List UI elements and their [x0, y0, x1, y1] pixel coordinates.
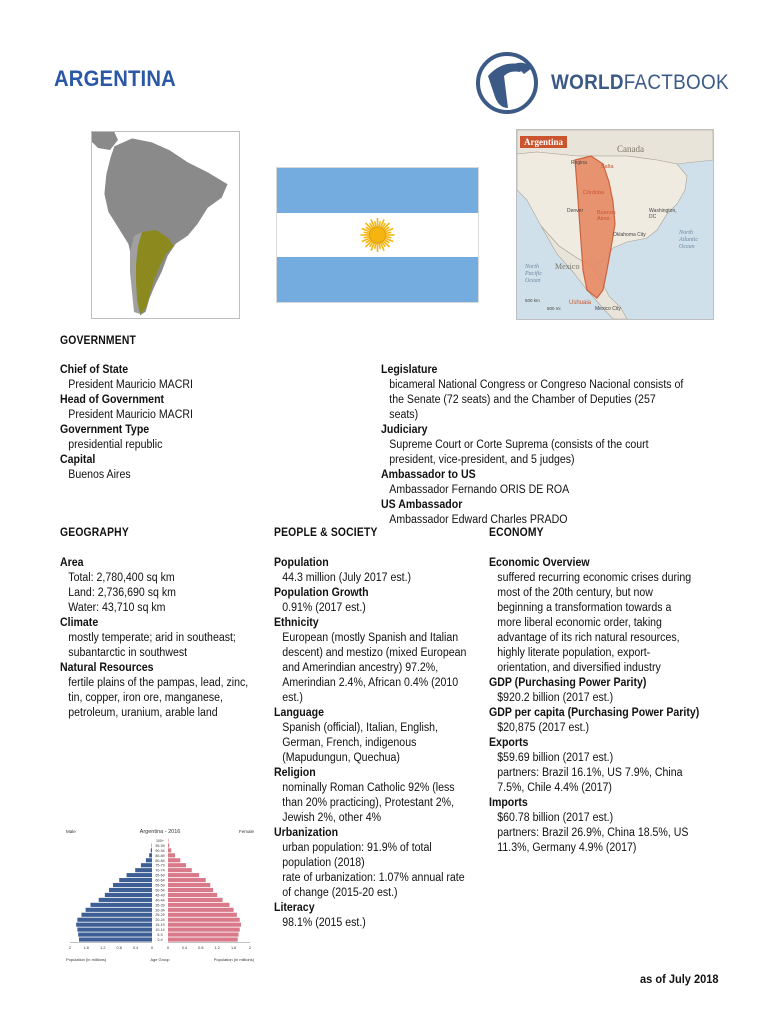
field-value: $60.78 billion (2017 est.): [497, 812, 614, 824]
map-label-mexico-city: Mexico City: [595, 306, 621, 312]
field-label: Ethnicity: [274, 617, 319, 629]
male-bar: [119, 878, 152, 882]
field-label: Area: [60, 557, 84, 569]
female-bar: [168, 903, 230, 907]
map-country-label: Argentina: [520, 136, 567, 148]
field-value: partners: Brazil 16.1%, US 7.9%, China 7.5%, Chile 4.4% (2017): [497, 767, 683, 794]
male-bar: [146, 858, 152, 862]
field-value: presidential republic: [68, 439, 163, 451]
male-bar: [149, 853, 152, 857]
map-label-ushuaia: Ushuaia: [569, 300, 592, 306]
male-bar: [151, 848, 152, 852]
female-bar: [168, 878, 206, 882]
field-value: bicameral National Congress or Congreso Nacional consists of the Senate (72 seats) and the Chamber of Deputies (257 seats): [389, 379, 684, 421]
field-value: European (mostly Spanish and Italian descent) and mestizo (mixed European and Amerindian ancestry) 97.2%, Amerindian 2.4%, African 0.4% (2010 est.): [282, 632, 467, 704]
argentina-flag: [276, 167, 479, 303]
male-tick-label: 1.2: [100, 946, 106, 950]
female-bar: [168, 853, 175, 857]
age-group-label: 60-64: [155, 878, 165, 883]
field-value: Buenos Aires: [68, 469, 131, 481]
people-society-heading: PEOPLE & SOCIETY: [274, 527, 378, 539]
pyramid-xlabel-right: Population (in millions): [213, 957, 254, 962]
as-of-date: as of July 2018: [640, 972, 719, 986]
eagle-logo-icon: [474, 50, 544, 116]
age-group-label: 45-49: [155, 893, 165, 898]
female-tick-label: 1.6: [230, 946, 237, 950]
geography-heading: GEOGRAPHY: [60, 527, 129, 539]
field-value: rate of urbanization: 1.07% annual rate of change (2015-20 est.): [282, 872, 465, 899]
field-label: Government Type: [60, 424, 150, 436]
female-bar: [168, 913, 237, 917]
female-tick-label: 0.8: [198, 946, 204, 950]
field-value: 44.3 million (July 2017 est.): [282, 572, 412, 584]
field-label: Religion: [274, 767, 316, 779]
female-bar: [168, 893, 217, 897]
field-value: President Mauricio MACRI: [68, 409, 193, 421]
page-title: ARGENTINA: [54, 66, 176, 91]
female-bar: [168, 873, 199, 877]
female-bar: [168, 843, 169, 847]
male-bar: [127, 873, 152, 877]
field-value: Supreme Court or Corte Suprema (consists of the court president, vice-president, and 5 judges): [389, 439, 649, 466]
age-group-label: 75-79: [155, 863, 165, 868]
map-label-north-pacific: North Pacific Ocean: [525, 264, 542, 284]
field-label: Population: [274, 557, 329, 569]
field-label: Urbanization: [274, 827, 339, 839]
male-bar: [77, 918, 152, 922]
pyramid-title: Argentina - 2016: [139, 829, 181, 835]
map-scale-mi: 500 mi: [547, 306, 561, 311]
male-bar: [105, 893, 152, 897]
female-bar: [168, 848, 171, 852]
female-bar: [168, 928, 240, 932]
field-value: Water: 43,710 sq km: [68, 602, 166, 614]
map-scale-km: 500 km: [525, 298, 540, 303]
field-label: Ambassador to US: [381, 469, 476, 481]
male-tick-label: 1.6: [83, 946, 90, 950]
male-tick-label: 0.8: [116, 946, 122, 950]
female-tick-label: 2: [248, 946, 252, 950]
male-bar: [113, 883, 152, 887]
geography-column: [60, 556, 268, 721]
map-label-cordoba: Córdoba: [583, 190, 605, 196]
age-group-label: 70-74: [155, 868, 165, 873]
government-heading: GOVERNMENT: [60, 335, 136, 347]
male-bar: [78, 932, 152, 936]
field-value: Total: 2,780,400 sq km: [68, 572, 175, 584]
pyramid-xlabel-center: Age Group: [150, 957, 170, 962]
female-bar: [168, 918, 240, 922]
age-group-label: 20-24: [155, 918, 165, 923]
male-bar: [141, 863, 152, 867]
female-bar: [168, 858, 180, 862]
age-group-label: 30-34: [155, 908, 165, 913]
field-label: Natural Resources: [60, 662, 154, 674]
female-bar: [168, 883, 210, 887]
field-label: Exports: [489, 737, 529, 749]
sun-of-may-icon: [361, 218, 395, 252]
field-label: Literacy: [274, 902, 315, 914]
male-bar: [99, 898, 152, 902]
female-bar: [168, 937, 238, 941]
field-label: US Ambassador: [381, 499, 463, 511]
field-value: $20,875 (2017 est.): [497, 722, 590, 734]
field-label: Capital: [60, 454, 96, 466]
age-group-label: 85-89: [155, 853, 165, 858]
field-label: GDP per capita (Purchasing Power Parity): [489, 707, 700, 719]
age-group-label: 50-54: [155, 888, 165, 893]
map-label-oklahoma-city: Oklahoma City: [613, 232, 646, 238]
age-group-label: 55-59: [155, 883, 165, 888]
field-value: Spanish (official), Italian, English, German, French, indigenous (Mapudungun, Quechua): [282, 722, 438, 764]
age-group-label: 5-9: [157, 933, 163, 938]
world-factbook-logo: [474, 50, 729, 116]
pyramid-xlabel-left: Population (in millions): [66, 957, 107, 962]
field-value: President Mauricio MACRI: [68, 379, 193, 391]
economy-heading: ECONOMY: [489, 527, 544, 539]
field-label: Language: [274, 707, 324, 719]
map-label-denver: Denver: [567, 208, 584, 214]
age-group-label: 35-39: [155, 903, 165, 908]
field-value: Ambassador Fernando ORIS DE ROA: [389, 484, 570, 496]
pyramid-female-label: Female: [238, 829, 254, 834]
male-bar: [79, 937, 152, 941]
female-tick-label: 1.2: [214, 946, 220, 950]
male-bar: [76, 923, 152, 927]
female-bar: [168, 863, 186, 867]
field-value: $59.69 billion (2017 est.): [497, 752, 614, 764]
size-comparison-map: [516, 129, 714, 320]
age-group-label: 95-99: [155, 843, 165, 848]
female-tick-label: 0: [166, 946, 170, 950]
male-bar: [81, 913, 152, 917]
female-bar: [168, 898, 223, 902]
age-group-label: 90-94: [155, 848, 165, 853]
map-label-north-atlantic: North Atlantic Ocean: [679, 230, 698, 250]
male-bar: [109, 888, 152, 892]
map-label-mexico: Mexico: [555, 262, 580, 271]
male-bar: [135, 868, 152, 872]
field-value: urban population: 91.9% of total population (2018): [282, 842, 432, 869]
female-bar: [168, 868, 192, 872]
field-value: partners: Brazil 26.9%, China 18.5%, US 11.3%, Germany 4.9% (2017): [497, 827, 689, 854]
field-label: Population Growth: [274, 587, 369, 599]
map-label-canada: Canada: [617, 144, 644, 154]
female-bar: [168, 888, 213, 892]
female-tick-label: 0.4: [181, 946, 188, 950]
age-group-label: 15-19: [155, 923, 165, 928]
field-label: Head of Government: [60, 394, 165, 406]
field-label: GDP (Purchasing Power Parity): [489, 677, 647, 689]
people-society-column: [274, 556, 484, 931]
field-value: suffered recurring economic crises during most of the 20th century, but now beginning a transformation towards a more liberal economic order, taking advantage of its rich natural resources, highly literate population, export-orientation, and diversified industry: [497, 572, 692, 674]
male-bar: [77, 928, 152, 932]
field-value: $920.2 billion (2017 est.): [497, 692, 614, 704]
field-label: Climate: [60, 617, 99, 629]
field-label: Imports: [489, 797, 528, 809]
age-group-label: 25-29: [155, 913, 165, 918]
age-group-label: 100+: [155, 838, 165, 843]
male-bar: [91, 903, 153, 907]
male-bar: [86, 908, 152, 912]
south-america-locator-map: [91, 131, 240, 319]
field-value: Land: 2,736,690 sq km: [68, 587, 176, 599]
map-label-buenos-aires: Buenos Aires: [597, 210, 616, 222]
field-label: Judiciary: [381, 424, 428, 436]
map-label-regina: Regina: [571, 160, 587, 166]
field-value: nominally Roman Catholic 92% (less than 20% practicing), Protestant 2%, Jewish 2%, other 4%: [282, 782, 455, 824]
map-label-salta: Salta: [601, 164, 614, 170]
map-label-washington: Washington, DC: [649, 208, 677, 220]
government-left-column: [60, 363, 360, 483]
age-group-label: 40-44: [155, 898, 165, 903]
field-value: fertile plains of the pampas, lead, zinc, tin, copper, iron ore, manganese, petroleum, uranium, arable land: [68, 677, 249, 719]
age-group-label: 65-69: [155, 873, 165, 878]
field-value: Ambassador Edward Charles PRADO: [389, 514, 568, 526]
male-tick-label: 0.4: [132, 946, 139, 950]
age-group-label: 10-14: [155, 928, 165, 933]
male-tick-label: 0: [150, 946, 154, 950]
field-value: mostly temperate; arid in southeast; subantarctic in southwest: [68, 632, 236, 659]
field-label: Chief of State: [60, 364, 129, 376]
age-group-label: 0-4: [157, 938, 163, 942]
field-value: 0.91% (2017 est.): [282, 602, 366, 614]
female-bar: [168, 932, 239, 936]
population-pyramid-chart: [64, 826, 256, 966]
pyramid-male-label: Male: [66, 829, 76, 834]
age-group-label: 80-84: [155, 858, 165, 863]
field-label: Economic Overview: [489, 557, 590, 569]
government-right-column: [381, 363, 711, 528]
female-bar: [168, 908, 234, 912]
field-value: 98.1% (2015 est.): [282, 917, 366, 929]
female-bar: [168, 923, 241, 927]
field-label: Legislature: [381, 364, 438, 376]
logo-wordmark: WORLDFACTBOOK: [551, 71, 729, 94]
male-tick-label: 2: [68, 946, 72, 950]
economy-column: [489, 556, 711, 856]
